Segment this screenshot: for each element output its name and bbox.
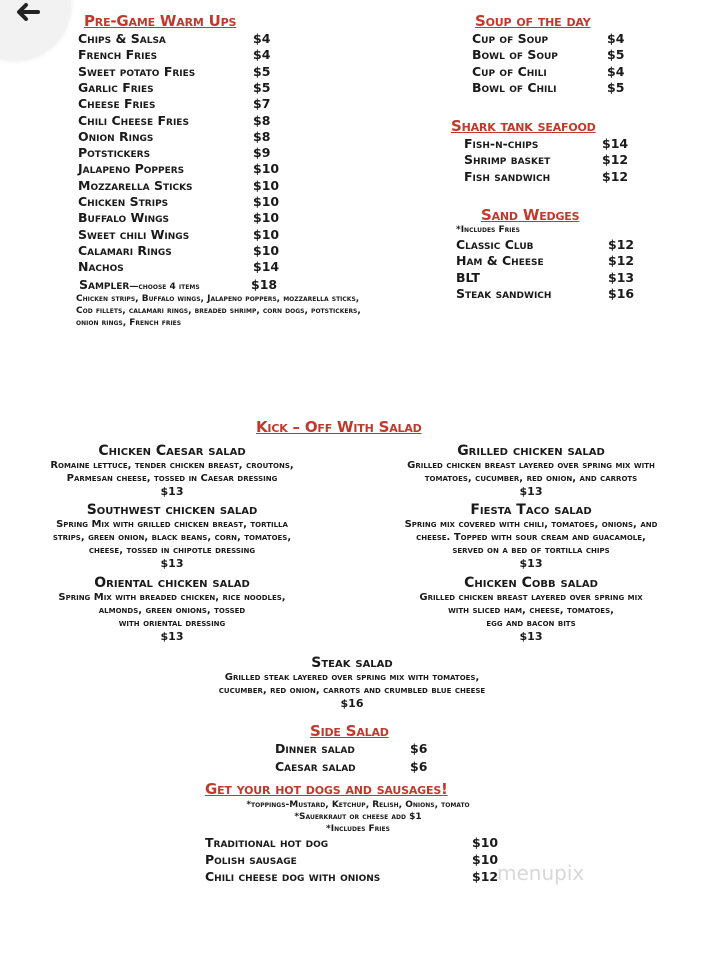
salad-description: almonds, green onions, tossed: [98, 605, 246, 616]
seafood-item-name: Shrimp basket: [464, 152, 551, 168]
salad-name: Grilled chicken salad: [457, 443, 605, 459]
pregame-item-name: Nachos: [78, 259, 124, 275]
hotdog-item: [205, 869, 505, 886]
soup-item-name: Cup of Soup: [472, 31, 549, 46]
pregame-item: [78, 210, 293, 227]
pregame-item-price: $5: [253, 79, 271, 95]
pregame-item-price: $4: [253, 31, 271, 46]
sandwedges-item-price: $16: [608, 285, 635, 301]
soup-item-name: Bowl of Chili: [472, 79, 557, 95]
salad-price: $13: [160, 485, 184, 498]
salad-name: Chicken Cobb salad: [464, 575, 598, 591]
soup-item-price: $4: [607, 31, 625, 46]
pregame-item-price: $14: [253, 259, 280, 275]
hotdogs-title: Get your hot dogs and sausages!: [205, 780, 448, 798]
pregame-item-name: French Fries: [78, 47, 158, 63]
hotdog-item: [205, 835, 505, 852]
sandwedges-item: [456, 237, 641, 254]
hotdog-item: [205, 852, 505, 869]
salad-description: Romaine lettuce, tender chicken breast, croutons,: [50, 460, 294, 471]
pregame-item: [78, 64, 293, 81]
back-button[interactable]: [0, 0, 70, 60]
salad-name: Oriental chicken salad: [94, 575, 250, 591]
pregame-item-price: $10: [253, 161, 280, 177]
hotdog-item-name: Traditional hot dog: [205, 835, 329, 850]
seafood-item-name: Fish sandwich: [464, 168, 551, 184]
sandwedges-item: [456, 286, 641, 303]
seafood-title: Shark tank seafood: [451, 117, 596, 135]
salad-price: $16: [340, 697, 364, 710]
sandwedges-item-name: Steak sandwich: [456, 285, 552, 301]
pregame-item-price: $10: [253, 242, 280, 258]
pregame-item-name: Chili Cheese Fries: [78, 112, 189, 128]
pregame-item-name: Sweet potato Fries: [78, 63, 196, 79]
salad-price: $13: [160, 557, 184, 570]
salad-name: Fiesta Taco salad: [470, 502, 592, 518]
soup-item: [472, 80, 632, 97]
sandwedges-item-price: $13: [608, 269, 635, 285]
salad-description: cheese, tossed in chipotle dressing: [88, 545, 256, 556]
soup-item-price: $5: [607, 47, 625, 63]
salad-description: Parmesan cheese, tossed in Caesar dressing: [66, 473, 278, 484]
salad-description: tomatoes, cucumber, red onion, and carrots: [424, 473, 638, 484]
salad-description: Spring mix covered with chili, tomatoes, onions, and: [404, 519, 658, 530]
pregame-item: [78, 178, 293, 195]
soup-item: [472, 47, 632, 64]
pregame-item-price: $10: [253, 226, 280, 242]
watermark: menupix: [497, 861, 585, 885]
pregame-item-price: $7: [253, 96, 271, 112]
pregame-item-name: Potstickers: [78, 145, 151, 161]
salad-item: [356, 575, 706, 643]
pregame-item-price: $10: [253, 177, 280, 193]
hotdog-item-name: Polish sausage: [205, 852, 297, 867]
pregame-item: [78, 31, 293, 48]
soup-item: [472, 31, 632, 48]
soup-item-price: $4: [607, 63, 625, 79]
sampler-row: [79, 277, 309, 294]
salad-price: $13: [519, 630, 543, 643]
pregame-item-price: $9: [253, 145, 271, 161]
side-salad-item-name: Caesar salad: [275, 758, 356, 774]
pregame-item-name: Jalapeno Poppers: [78, 161, 185, 177]
seafood-item-price: $12: [602, 168, 629, 184]
sandwedges-item-name: Classic Club: [456, 237, 534, 252]
sandwedges-item-price: $12: [608, 237, 635, 252]
salad-description: Spring Mix with breaded chicken, rice noodles,: [58, 592, 286, 603]
pregame-item: [78, 96, 293, 113]
hotdog-item-price: $10: [472, 835, 499, 850]
salads-title: Kick – Off With Salad: [256, 418, 422, 436]
pregame-item: [78, 47, 293, 64]
pregame-item-name: Onion Rings: [78, 128, 154, 144]
side-salad-item-price: $6: [410, 758, 428, 774]
pregame-item-name: Mozzarella Sticks: [78, 177, 193, 193]
side-salad-item-price: $6: [410, 741, 428, 756]
seafood-item-name: Fish-n-chips: [464, 136, 539, 151]
pregame-item-price: $10: [253, 210, 280, 226]
hotdog-item-price: $10: [472, 852, 499, 867]
seafood-item-price: $12: [602, 152, 629, 168]
pregame-item-price: $8: [253, 128, 271, 144]
seafood-item: [464, 169, 634, 186]
seafood-item: [464, 152, 634, 169]
side-salad-title: Side Salad: [310, 722, 389, 740]
salad-description: egg and bacon bits: [486, 618, 576, 629]
sandwedges-note: *Includes Fries: [456, 225, 520, 235]
salad-item: [356, 443, 706, 498]
sandwedges-item-price: $12: [608, 253, 635, 269]
seafood-item: [464, 136, 634, 153]
salad-description: strips, green onion, black beans, corn, tomatoes,: [52, 532, 292, 543]
pregame-item-name: Calamari Rings: [78, 242, 172, 258]
pregame-item: [78, 227, 293, 244]
soup-item-price: $5: [607, 79, 625, 95]
pregame-item-price: $5: [253, 63, 271, 79]
pregame-item: [78, 259, 293, 276]
sampler-name: Sampler: [79, 277, 130, 292]
sandwedges-item-name: Ham & Cheese: [456, 253, 544, 269]
salad-description: cucumber, red onion, carrots and crumbled blue cheese: [218, 685, 486, 696]
salad-description: Grilled chicken breast layered over spring mix: [419, 592, 643, 603]
sampler-price: $18: [251, 277, 278, 292]
pregame-item-price: $4: [253, 47, 271, 63]
soup-title: Soup of the day: [475, 12, 591, 30]
back-arrow-icon: [14, 2, 40, 22]
side-salad-item: [275, 759, 440, 776]
salad-description: cheese. Topped with sour cream and guacamole,: [416, 532, 646, 543]
pregame-item-name: Buffalo Wings: [78, 210, 170, 226]
pregame-item: [78, 80, 293, 97]
salad-item: [0, 502, 347, 570]
salad-item: [142, 655, 562, 710]
pregame-item-price: $10: [253, 194, 280, 209]
pregame-item: [78, 129, 293, 146]
hotdog-item-price: $12: [472, 869, 499, 884]
salad-description: served on a bed of tortilla chips: [452, 545, 610, 556]
sandwedges-title: Sand Wedges: [481, 206, 580, 224]
seafood-item-price: $14: [602, 136, 629, 151]
sandwedges-item: [456, 270, 641, 287]
salad-name: Southwest chicken salad: [86, 502, 258, 518]
sandwedges-item: [456, 253, 641, 270]
salad-description: with oriental dressing: [118, 618, 226, 629]
pregame-item: [78, 113, 293, 130]
pregame-item-name: Chips & Salsa: [78, 31, 166, 46]
pregame-item: [78, 243, 293, 260]
hotdogs-note-fries: *Includes Fries: [326, 824, 390, 834]
pregame-item-name: Chicken Strips: [78, 194, 169, 209]
soup-item: [472, 64, 632, 81]
salad-description: Grilled steak layered over spring mix with tomatoes,: [224, 672, 480, 683]
salad-description: Spring Mix with grilled chicken breast, tortilla: [56, 519, 288, 530]
sandwedges-item-name: BLT: [456, 269, 480, 285]
salad-name: Chicken Caesar salad: [98, 443, 246, 459]
side-salad-item-name: Dinner salad: [275, 741, 355, 756]
pregame-item: [78, 145, 293, 162]
salad-description: Grilled chicken breast layered over spring mix with: [407, 460, 655, 471]
salad-name: Steak salad: [311, 655, 393, 671]
pregame-item: [78, 161, 293, 178]
hotdogs-note-addons: *Sauerkraut or cheese add $1: [294, 812, 422, 822]
hotdog-item-name: Chili cheese dog with onions: [205, 869, 381, 884]
pregame-item-name: Cheese Fries: [78, 96, 156, 112]
salad-description: with sliced ham, cheese, tomatoes,: [448, 605, 614, 616]
sampler-note: —choose 4 items: [129, 282, 200, 292]
salad-item: [356, 502, 706, 570]
soup-item-name: Cup of Chili: [472, 63, 547, 79]
sampler-description: Chicken strips, Buffalo wings, Jalapeno poppers, mozzarella sticks, Cod fillets, calamari rings, breaded shrimp, corn dogs, potstickers, onion rings, French fries: [76, 294, 361, 328]
pregame-title: Pre-Game Warm Ups: [84, 12, 237, 30]
soup-item-name: Bowl of Soup: [472, 47, 558, 63]
side-salad-item: [275, 741, 440, 758]
salad-item: [0, 443, 347, 498]
hotdogs-note-toppings: *toppings-Mustard, Ketchup, Relish, Onions, tomato: [246, 800, 470, 810]
salad-price: $13: [519, 485, 543, 498]
pregame-item: [78, 194, 293, 211]
pregame-item-name: Sweet chili Wings: [78, 226, 190, 242]
salad-price: $13: [160, 630, 184, 643]
pregame-item-price: $8: [253, 112, 271, 128]
salad-item: [0, 575, 347, 643]
salad-price: $13: [519, 557, 543, 570]
pregame-item-name: Garlic Fries: [78, 79, 154, 95]
